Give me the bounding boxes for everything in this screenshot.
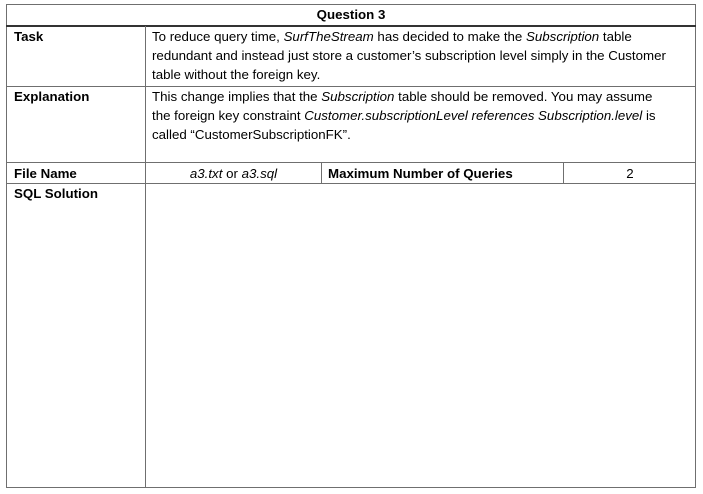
italic-segment: a3.txt [189, 166, 223, 181]
italic-segment: a3.sql [241, 166, 278, 181]
text-segment: is called “CustomerSubscriptionFK”. [152, 108, 656, 142]
text-segment: has decided to make the [373, 29, 527, 44]
explanation-text [152, 87, 667, 144]
italic-segment: Subscription [526, 29, 600, 44]
text-segment: or [222, 166, 242, 181]
filename-divider [6, 183, 696, 184]
file-name-value [146, 164, 321, 183]
filename-value-divider [321, 163, 322, 183]
italic-segment: SurfTheStream [283, 29, 374, 44]
page-title: Question 3 [316, 7, 386, 22]
explanation-label: Explanation [14, 89, 90, 104]
italic-segment: Customer.subscriptionLevel references Subscription.level [304, 108, 643, 123]
text-segment: table should be removed. You may assume the foreign key constraint [152, 89, 653, 123]
task-label: Task [14, 29, 44, 44]
text-segment: This change implies that the [152, 89, 322, 104]
task-text [152, 27, 692, 84]
label-column-divider [145, 26, 146, 487]
explanation-divider [6, 162, 696, 163]
max-queries-value: 2 [626, 166, 634, 181]
text-segment: table redundant and instead just store a customer’s subscription level simply in the Customer table without the foreign key. [152, 29, 666, 82]
text-segment: To reduce query time, [152, 29, 284, 44]
sql-solution-label: SQL Solution [14, 186, 98, 201]
max-queries-label: Maximum Number of Queries [328, 166, 513, 181]
italic-segment: Subscription [321, 89, 395, 104]
file-name-label: File Name [14, 166, 77, 181]
sql-solution-area[interactable] [152, 186, 690, 482]
